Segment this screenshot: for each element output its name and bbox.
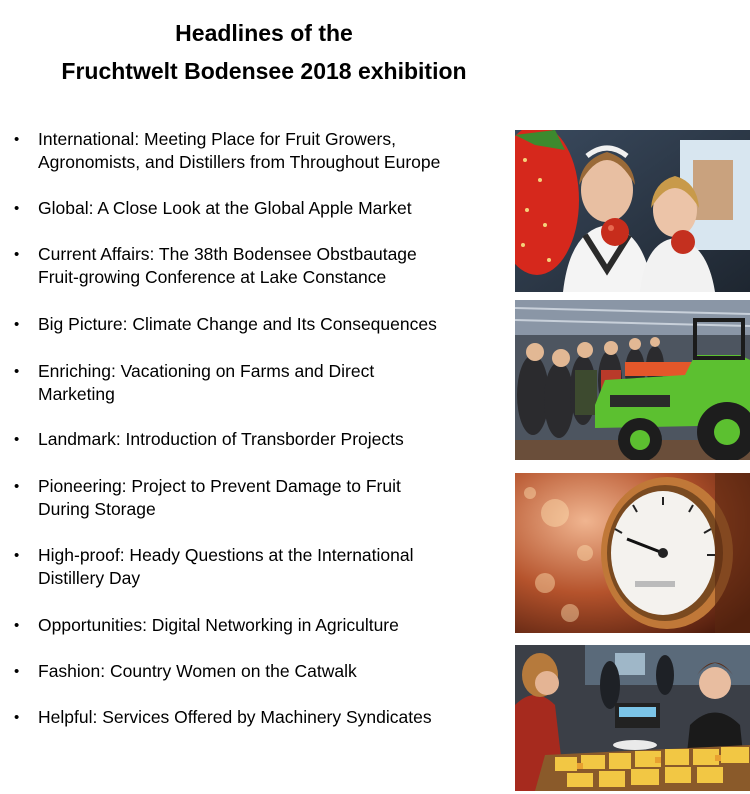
list-item <box>14 243 504 289</box>
bullet-icon: • <box>14 363 20 380</box>
bullet-icon: • <box>14 131 20 148</box>
page-title <box>0 14 528 90</box>
headline-line: Helpful: Services Offered by Machinery Syndicates <box>38 707 432 727</box>
bullet-icon: • <box>14 663 20 680</box>
photo-cheese-stand-art <box>515 645 750 791</box>
list-item <box>14 660 504 683</box>
list-item <box>14 544 504 590</box>
list-item <box>14 614 504 637</box>
list-item <box>14 475 504 521</box>
headline-line: Big Picture: Climate Change and Its Consequences <box>38 314 437 334</box>
bullet-icon: • <box>14 316 20 333</box>
photo-women-with-apples <box>515 130 750 292</box>
headline-line: International: Meeting Place for Fruit Growers, <box>38 129 396 149</box>
headline-line: Distillery Day <box>38 568 141 588</box>
photo-distillery-gauge-art <box>515 473 750 633</box>
list-item <box>14 313 504 336</box>
headline-line: Landmark: Introduction of Transborder Projects <box>38 429 404 449</box>
headline-line: Agronomists, and Distillers from Throughout Europe <box>38 152 441 172</box>
list-item <box>14 360 504 406</box>
bullet-icon: • <box>14 617 20 634</box>
bullet-icon: • <box>14 246 20 263</box>
photo-women-with-apples-art <box>515 130 750 292</box>
photo-cheese-stand <box>515 645 750 791</box>
headline-line: During Storage <box>38 499 156 519</box>
list-item <box>14 428 504 451</box>
photo-tractor-exhibition-hall-art <box>515 300 750 460</box>
headline-line: Current Affairs: The 38th Bodensee Obstbautage <box>38 244 417 264</box>
headline-line: Pioneering: Project to Prevent Damage to Fruit <box>38 476 401 496</box>
list-item <box>14 706 504 729</box>
headline-line: Opportunities: Digital Networking in Agriculture <box>38 615 399 635</box>
bullet-icon: • <box>14 200 20 217</box>
headline-line: Marketing <box>38 384 115 404</box>
photo-tractor-exhibition-hall <box>515 300 750 460</box>
title-line-2: Fruchtwelt Bodensee 2018 exhibition <box>61 58 467 84</box>
bullet-icon: • <box>14 478 20 495</box>
bullet-icon: • <box>14 709 20 726</box>
list-item <box>14 128 504 174</box>
headline-line: Fashion: Country Women on the Catwalk <box>38 661 357 681</box>
headline-line: Enriching: Vacationing on Farms and Direct <box>38 361 375 381</box>
headline-line: Fruit-growing Conference at Lake Constance <box>38 267 387 287</box>
list-item <box>14 197 504 220</box>
bullet-icon: • <box>14 431 20 448</box>
headline-line: High-proof: Heady Questions at the International <box>38 545 414 565</box>
headline-line: Global: A Close Look at the Global Apple Market <box>38 198 412 218</box>
bullet-icon: • <box>14 547 20 564</box>
title-line-1: Headlines of the <box>175 20 353 46</box>
photo-distillery-gauge <box>515 473 750 633</box>
